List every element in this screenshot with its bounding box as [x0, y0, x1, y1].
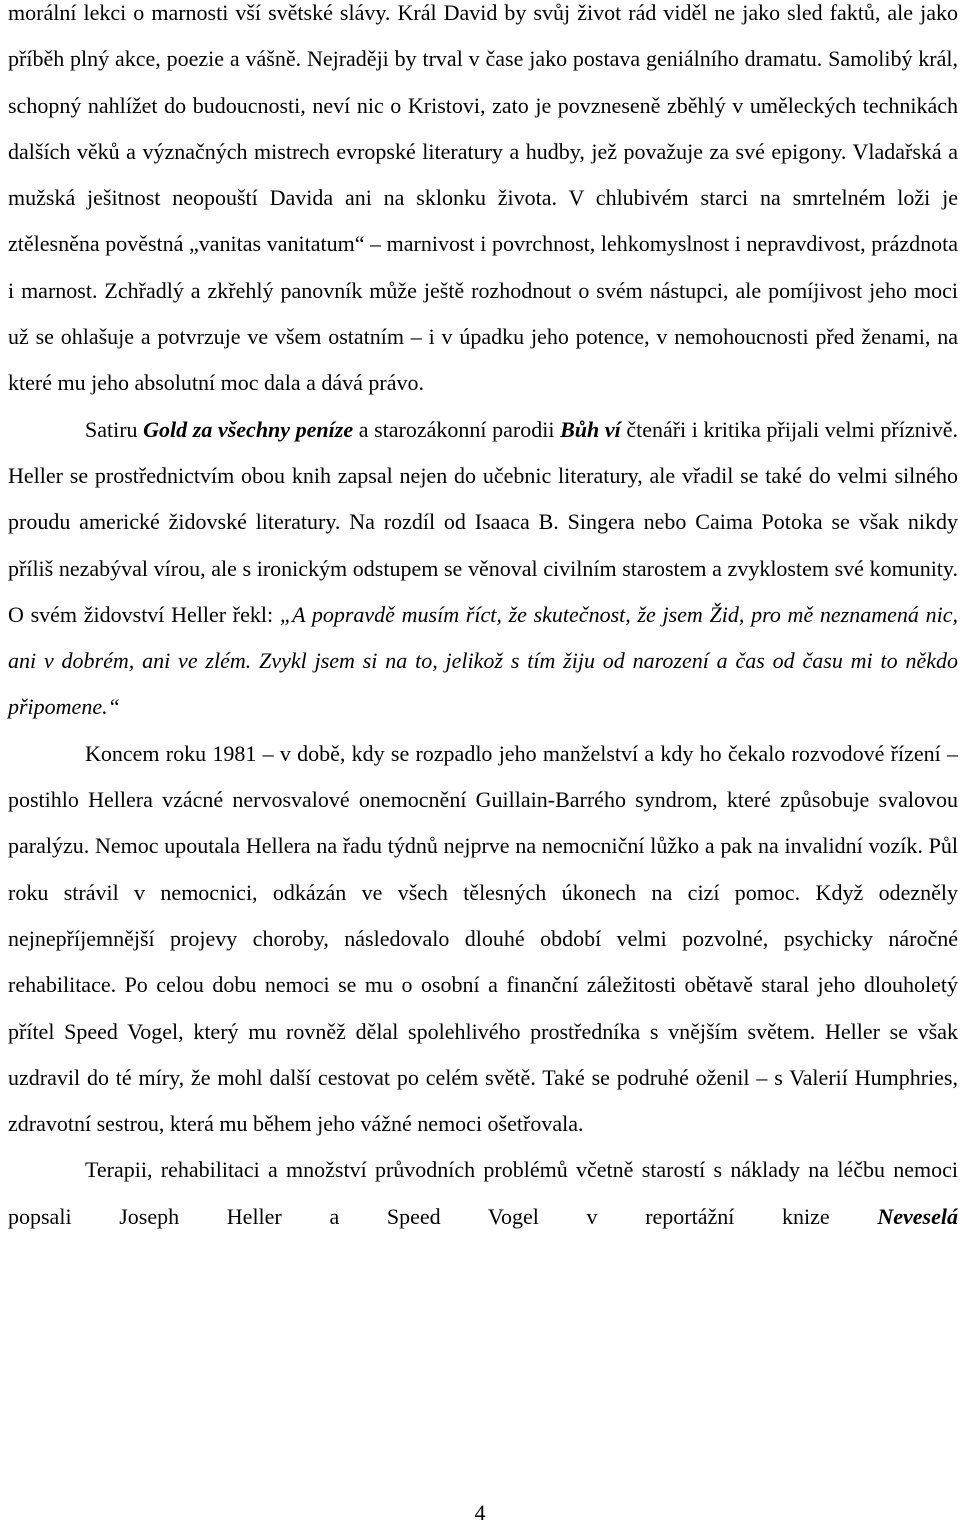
page-number: 4 — [474, 1500, 486, 1525]
paragraph-4 — [8, 1147, 958, 1240]
heller-quote: „A popravdě musím říct, že skutečnost, že jsem Žid, pro mě neznamená nic, ani v dobrém, ani ve zlém. Zvykl jsem si na to, jelikož s tím žiju od narození a čas od času mi to někdo připomene.“ — [8, 601, 958, 720]
paragraph-3 — [8, 731, 958, 1148]
book-title-nevesela: Neveselá — [877, 1203, 958, 1229]
paragraph-2-text-c: čtenáři i kritika přijali velmi příznivě. Heller se prostřednictvím obou knih zapsal nejen do učebnic literatury, ale vřadil se také do velmi silného proudu americké židovské literatury. Na rozdíl od Isaaca B. Singera nebo Caima Potoka se však nikdy příliš nezabýval vírou, ale s ironickým odstupem se věnoval civilním starostem a zvyklostem své komunity. O svém židovství Heller řekl: — [8, 416, 958, 627]
book-title-buh-vi: Bůh ví — [560, 416, 621, 442]
paragraph-2-text-a: Satiru — [85, 416, 144, 442]
book-title-gold: Gold za všechny peníze — [143, 416, 354, 442]
paragraph-4-text: Terapii, rehabilitaci a množství průvodních problémů včetně starostí s náklady na léčbu nemoci popsali Joseph Heller a Speed Vogel v reportážní knize — [8, 1157, 958, 1229]
paragraph-3-text: Koncem roku 1981 – v době, kdy se rozpadlo jeho manželství a kdy ho čekalo rozvodové řízení – postihlo Hellera vzácné nervosvalové onemocnění Guillain-Barrého syndrom, které způsobuje svalovou paralýzu. Nemoc upoutala Hellera na řadu týdnů nejprve na nemocniční lůžko a pak na invalidní vozík. Půl roku strávil v nemocnici, odkázán ve všech tělesných úkonech na cizí pomoc. Když odezněly nejnepříjemnější projevy choroby, následovalo dlouhé období velmi pozvolné, psychicky náročné rehabilitace. Po celou dobu nemoci se mu o osobní a finanční záležitosti obětavě staral jeho dlouholetý přítel Speed Vogel, který mu rovněž dělal spolehlivého prostředníka s vnějším světem. Heller se však uzdravil do té míry, že mohl další cestovat po celém světě. Také se podruhé oženil – s Valerií Humphries, zdravotní sestrou, která mu během jeho vážné nemoci ošetřovala. — [8, 740, 958, 1137]
paragraph-2-text-b: a starozákonní parodii — [353, 416, 561, 442]
paragraph-2 — [8, 407, 958, 731]
document-page — [8, 0, 958, 1240]
paragraph-1-text: morální lekci o marnosti vší světské slávy. Král David by svůj život rád viděl ne jako sled faktů, ale jako příběh plný akce, poezie a vášně. Nejraději by trval v čase jako postava geniálního dramatu. Samolibý král, schopný nahlížet do budoucnosti, neví nic o Kristovi, zato je povzneseně zběhlý v uměleckých technikách dalších věků a význačných mistrech evropské literatury a hudby, jež považuje za své epigony. Vladařská a mužská ješitnost neopouští Davida ani na sklonku života. V chlubivém starci na smrtelném loži je ztělesněna pověstná „vanitas vanitatum“ – marnivost i povrchnost, lehkomyslnost i nepravdivost, prázdnota i marnost. Zchřadlý a zkřehlý panovník může ještě rozhodnout o svém nástupci, ale pomíjivost jeho moci už se ohlašuje a potvrzuje ve všem ostatním – i v úpadku jeho potence, v nemohoucnosti před ženami, na které mu jeho absolutní moc dala a dává právo. — [8, 0, 958, 396]
paragraph-1 — [8, 0, 958, 407]
